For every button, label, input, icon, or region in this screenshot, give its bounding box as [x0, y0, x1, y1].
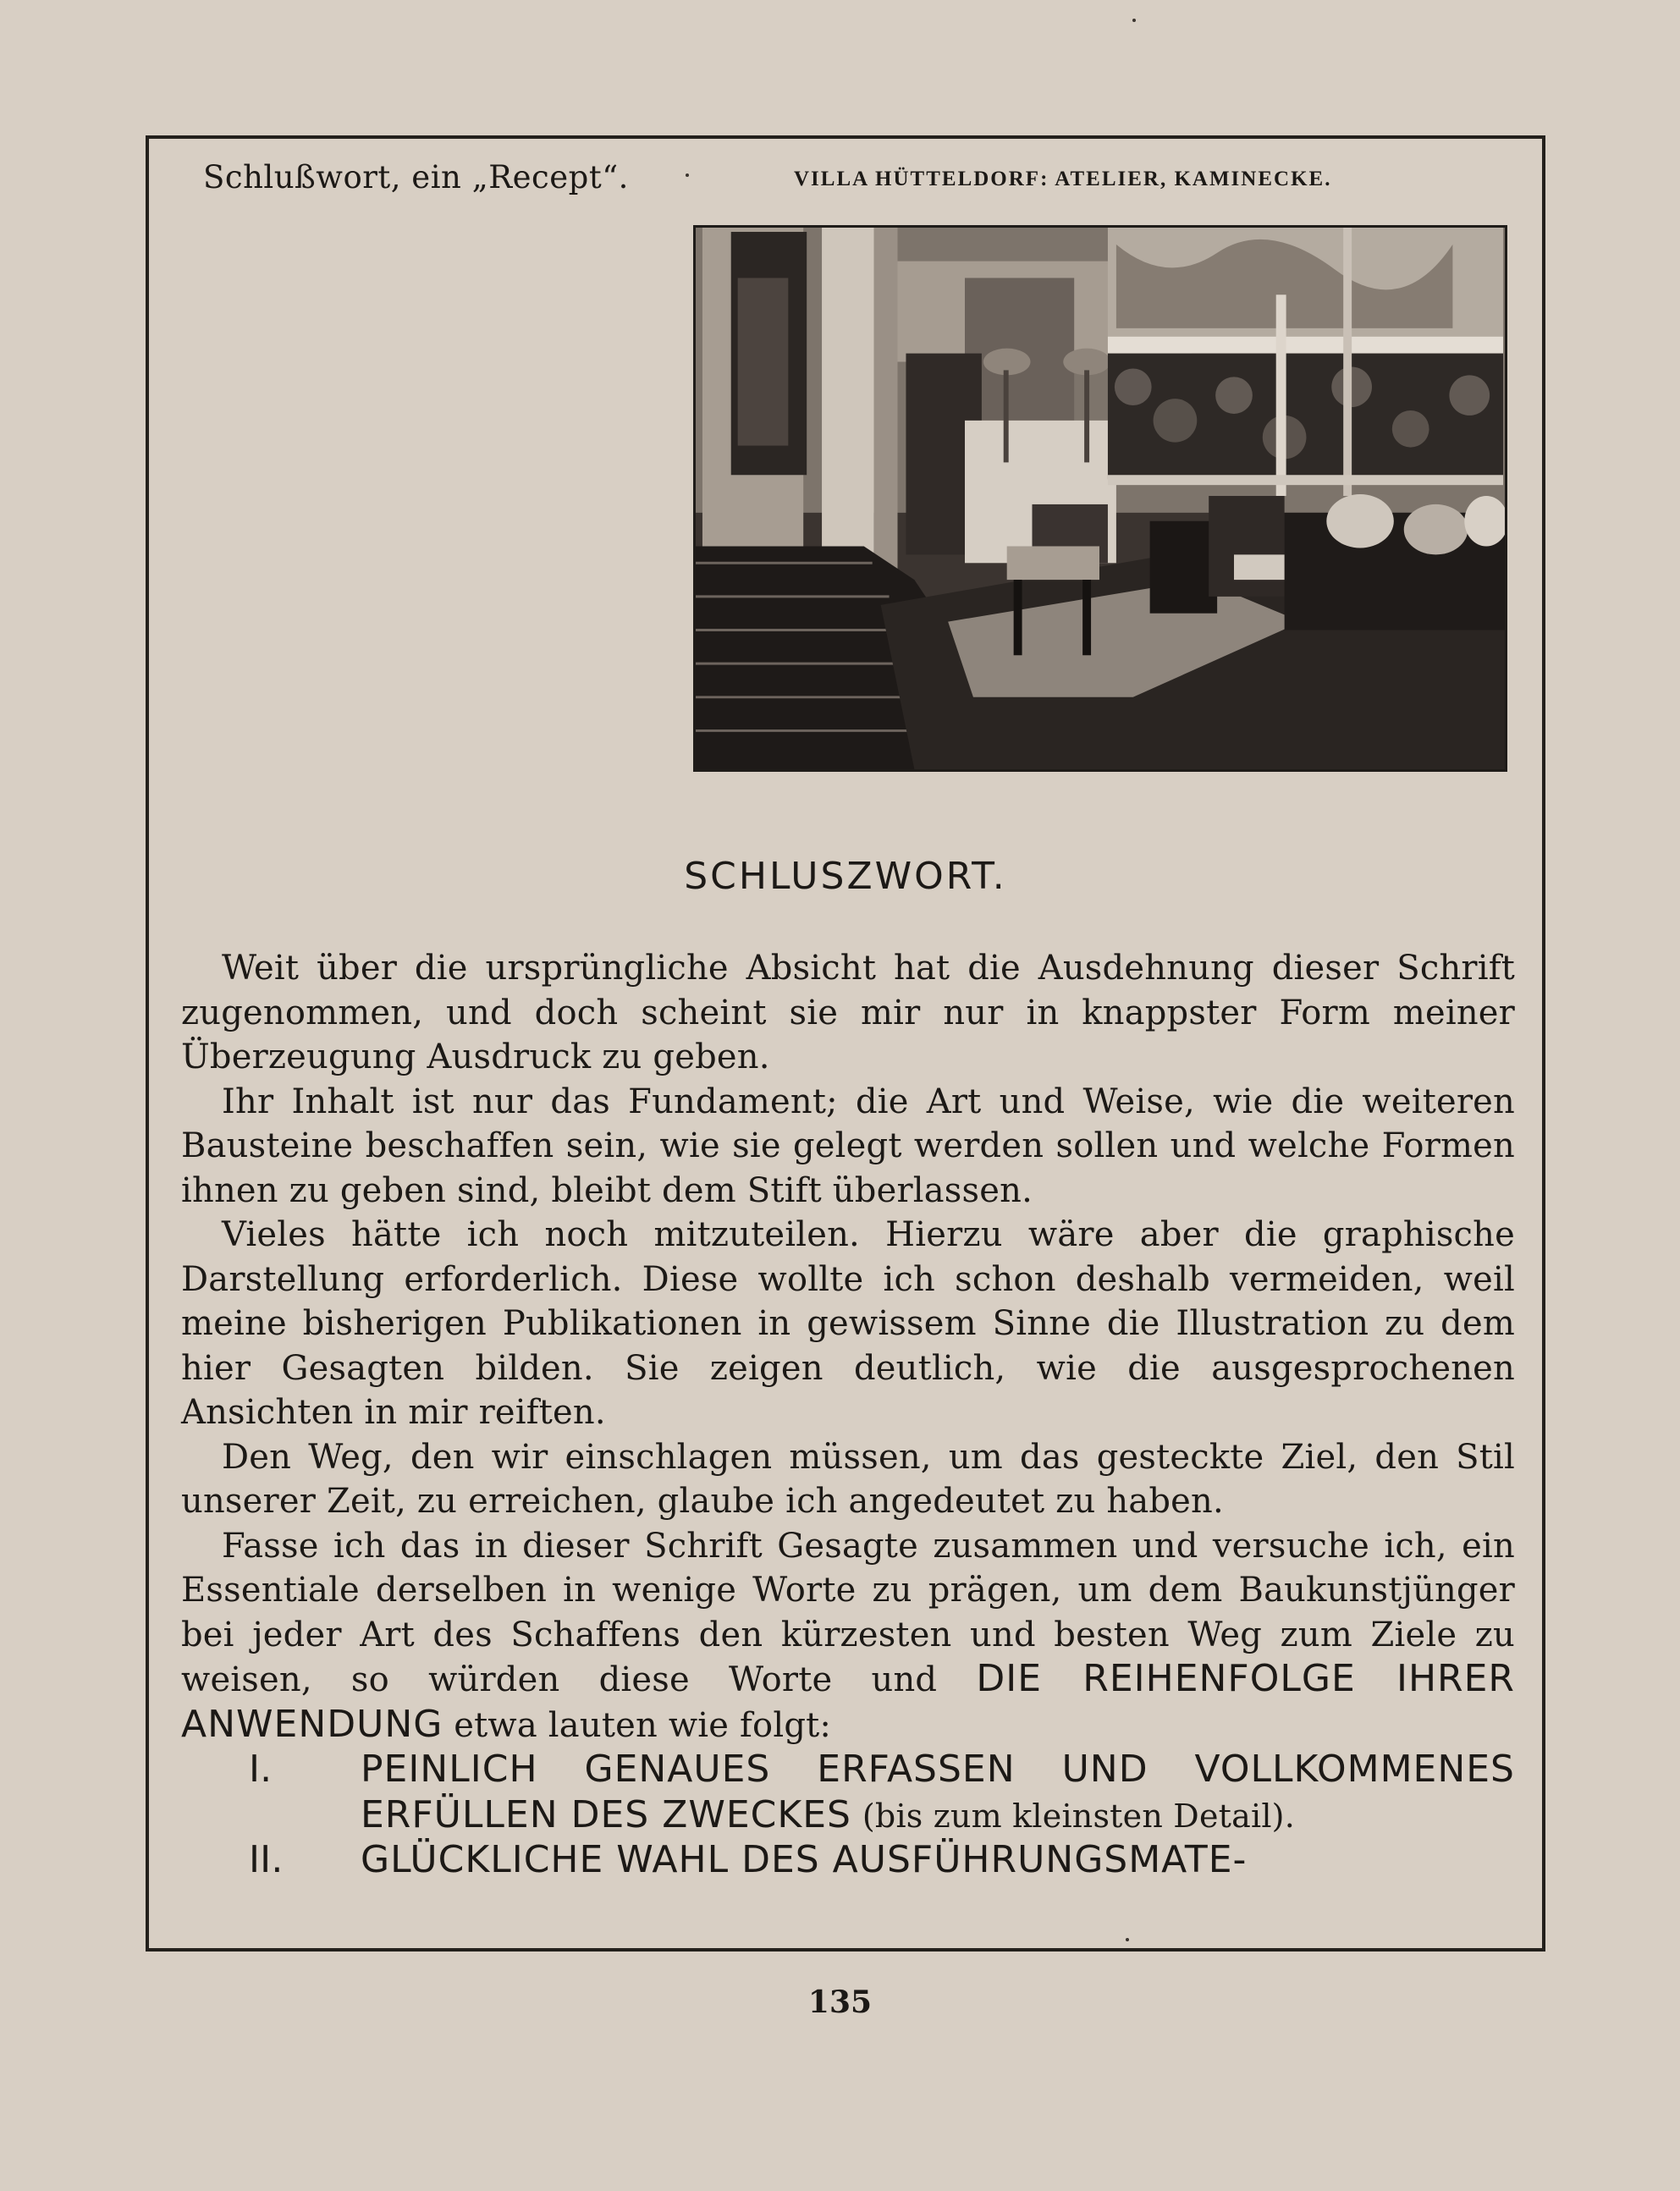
- photo-caption: VILLA HÜTTELDORF: ATELIER, KAMINECKE.: [794, 168, 1332, 190]
- page-number: 135: [807, 1985, 873, 2020]
- list-item: [181, 1748, 1515, 1838]
- paragraph-5-text: Fasse ich das in dieser Schrift Gesagte zusammen und versuche ich, ein Essentiale derselben in wenige Worte zu prägen, um dem Baukunstjünger bei jeder Art des Schaffens den kürzesten und besten Weg zum Ziele zu weisen, so würden diese Worte und: [181, 1526, 1515, 1699]
- ink-speck: [1126, 1938, 1129, 1941]
- list-item-number: II.: [249, 1838, 284, 1881]
- list-item-note: (bis zum kleinsten Detail).: [862, 1797, 1295, 1835]
- paragraph-3: Vieles hätte ich noch mitzuteilen. Hierzu wäre aber die graphische Darstellung erforderlich. Diese wollte ich schon deshalb vermeiden, weil meine bisherigen Publikationen in gewissem Sinne die Illustration zu dem hier Gesagten bilden. Sie zeigen deutlich, wie die ausgesprochenen Ansichten in mir reiften.: [181, 1215, 1515, 1432]
- paragraph-1: Weit über die ursprüngliche Absicht hat die Ausdehnung dieser Schrift zugenommen, und doch scheint sie mir nur in knappster Form meiner Überzeugung Ausdruck zu geben.: [181, 949, 1515, 1076]
- body-text: [181, 946, 1515, 1884]
- paragraph-5-tail: etwa lauten wie folgt:: [454, 1705, 832, 1745]
- atelier-photograph: [693, 225, 1507, 772]
- paragraph-5: [181, 1524, 1515, 1748]
- paragraph-4: Den Weg, den wir einschlagen müssen, um das gesteckte Ziel, den Stil unserer Zeit, zu erreichen, glaube ich angedeutet zu haben.: [181, 1437, 1515, 1521]
- paragraph-2: Ihr Inhalt ist nur das Fundament; die Art und Weise, wie die weiteren Bausteine beschaffen sein, wie sie gelegt werden sollen und welche Formen ihnen zu geben sind, bleibt dem Stift überlassen.: [181, 1082, 1515, 1210]
- paragraph-5-caps: DIE REIHENFOLGE IHRER ANWENDUNG: [181, 1657, 1515, 1746]
- principles-list: [181, 1748, 1515, 1884]
- list-item-caps: GLÜCKLICHE WAHL DES AUSFÜHRUNGSMATE-: [361, 1838, 1248, 1881]
- list-item: [181, 1838, 1515, 1884]
- section-heading: SCHLUSZWORT.: [684, 855, 1007, 898]
- list-item-number: I.: [249, 1748, 273, 1791]
- ink-speck: [1132, 19, 1136, 22]
- margin-note: Schlußwort, ein „Recept“.: [203, 159, 629, 195]
- atelier-fireplace-image: [696, 228, 1505, 769]
- list-item-caps: PEINLICH GENAUES ERFASSEN UND VOLLKOMMENES ERFÜLLEN DES ZWECKES: [361, 1748, 1515, 1836]
- ink-speck: [686, 173, 689, 177]
